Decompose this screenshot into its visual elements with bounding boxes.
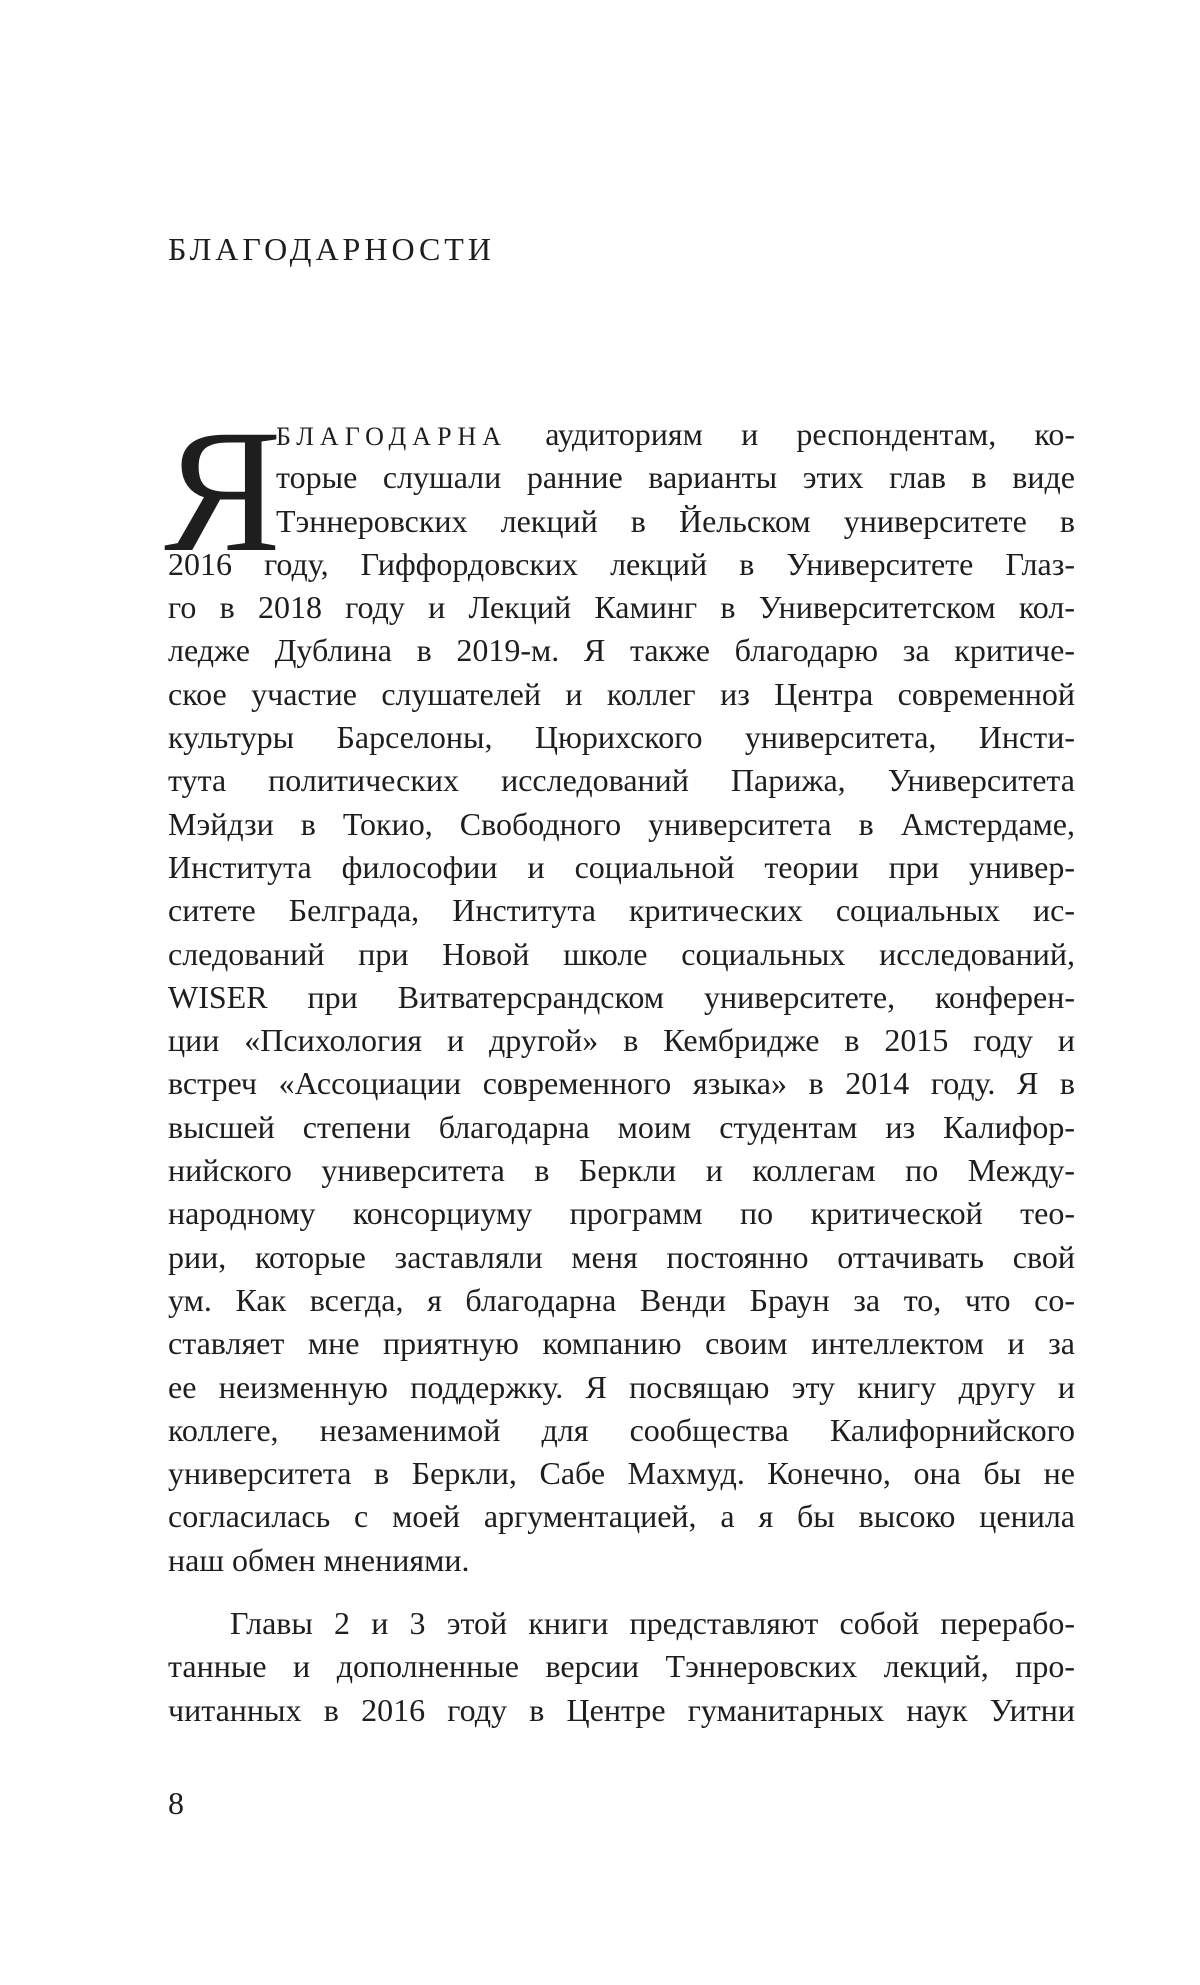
text-line: танные и дополненные версии Тэннеровских лекций, про- <box>168 1648 1075 1685</box>
paragraph-2 <box>168 1602 1075 1732</box>
text-line: ции «Психология и другой» в Кембридже в 2015 году и <box>168 1022 1075 1059</box>
text-line: согласилась с моей аргументацией, а я бы высоко ценила <box>168 1498 1075 1535</box>
text-line: читанных в 2016 году в Центре гуманитарных наук Уитни <box>168 1691 1075 1728</box>
paragraph-1 <box>168 413 1075 1582</box>
text-line: ское участие слушателей и коллег из Центра современной <box>168 675 1075 712</box>
text-line: высшей степени благодарна моим студентам из Калифор- <box>168 1108 1075 1145</box>
drop-cap: Я <box>164 394 282 589</box>
text-line: Института философии и социальной теории при универ- <box>168 848 1075 885</box>
text-line: культуры Барселоны, Цюрихского университета, Инсти- <box>168 719 1075 756</box>
text-line: ледже Дублина в 2019-м. Я также благодарю за критиче- <box>168 632 1075 669</box>
text-line: наш обмен мнениями. <box>168 1541 470 1578</box>
text-line: ставляет мне приятную компанию своим интеллектом и за <box>168 1325 1075 1362</box>
text-line: народному консорциуму программ по критической тео- <box>168 1195 1075 1232</box>
text-line: Главы 2 и 3 этой книги представляют собой перерабо- <box>230 1605 1075 1641</box>
page-heading: БЛАГОДАРНОСТИ <box>168 231 495 267</box>
text-line: ее неизменную поддержку. Я посвящаю эту книгу другу и <box>168 1368 1075 1405</box>
text-line: нийского университета в Беркли и коллегам по Между- <box>168 1152 1075 1189</box>
paragraph-1-first-line <box>168 413 1075 456</box>
text-line: ум. Как всегда, я благодарна Венди Браун за то, что со- <box>168 1281 1075 1318</box>
text-line: ситете Белграда, Института критических социальных ис- <box>168 892 1075 929</box>
text-line: тута политических исследований Парижа, Университета <box>168 762 1075 799</box>
text-line: торые слушали ранние варианты этих глав в виде <box>276 459 1075 496</box>
page-number: 8 <box>168 1785 184 1821</box>
text-line: университета в Беркли, Сабе Махмуд. Конечно, она бы не <box>168 1455 1075 1492</box>
text-line: Тэннеровских лекций в Йельском университете в <box>276 502 1075 539</box>
text-line: 2016 году, Гиффордовских лекций в Университете Глаз- <box>168 545 1075 582</box>
text-line: WISER при Витватерсрандском университете, конферен- <box>168 978 1075 1015</box>
text-line: Мэйдзи в Токио, Свободного университета в Амстердаме, <box>168 805 1075 842</box>
text-line: встреч «Ассоциации современного языка» в 2014 году. Я в <box>168 1065 1075 1102</box>
text-line: коллеге, незаменимой для сообщества Калифорнийского <box>168 1411 1075 1448</box>
text-line: следований при Новой школе социальных исследований, <box>168 935 1075 972</box>
text-line: го в 2018 году и Лекций Каминг в Университетском кол- <box>168 589 1075 626</box>
lead-in-word: БЛАГОДАРНА <box>276 422 508 451</box>
text-line: рии, которые заставляли меня постоянно оттачивать свой <box>168 1238 1075 1275</box>
first-line-rest: аудиториям и респондентам, ко- <box>545 416 1075 452</box>
